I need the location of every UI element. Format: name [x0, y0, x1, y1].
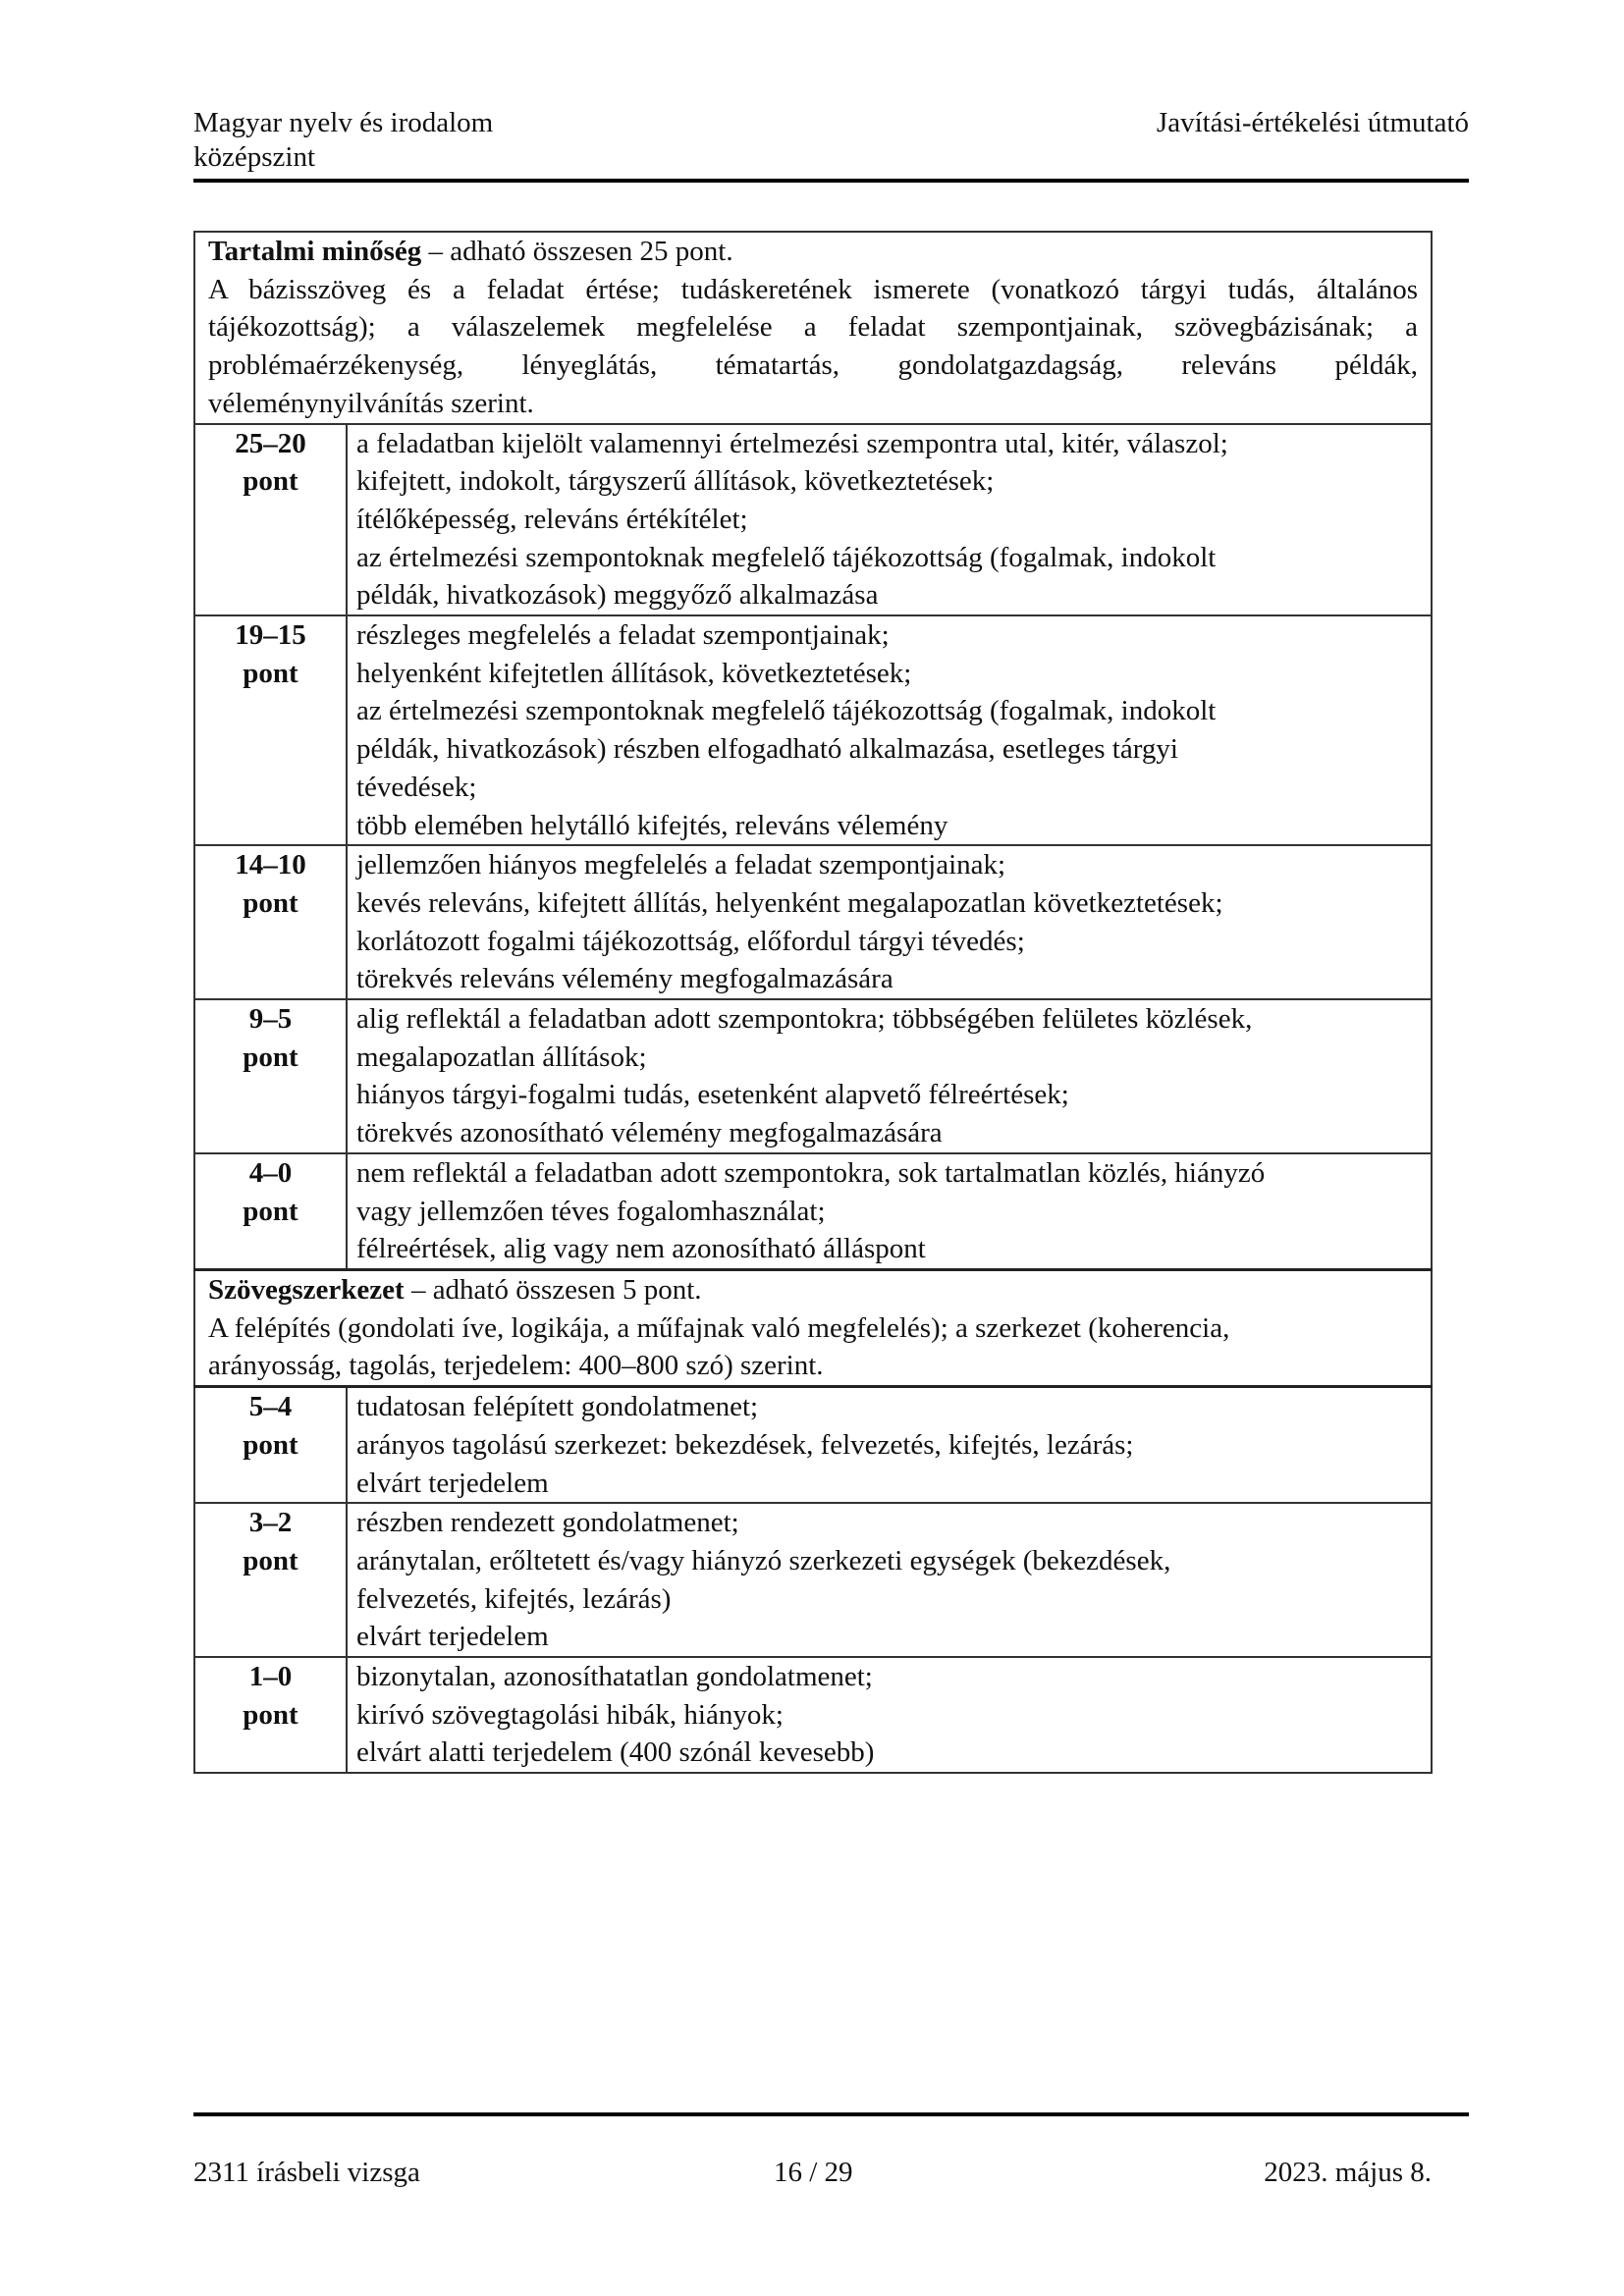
criteria-line: ítélőképesség, releváns értékítélet; — [356, 503, 748, 535]
score-range: 5–4 — [248, 1391, 293, 1423]
score-band-row — [194, 1387, 1432, 1504]
score-unit: pont — [243, 657, 298, 689]
score-unit: pont — [243, 465, 298, 498]
criteria-line: helyenként kifejtetlen állítások, következtetések; — [356, 657, 912, 689]
criteria-line: vagy jellemzően téves fogalomhasználat; — [356, 1195, 826, 1227]
score-band-criteria — [347, 1153, 1432, 1270]
criteria-line: részleges megfelelés a feladat szempontjainak; — [356, 619, 890, 652]
content-section-desc-line: problémaérzékenység, lényeglátás, tématartás, gondolatgazdagság, releváns példák, — [208, 349, 1418, 382]
score-unit: pont — [243, 1195, 298, 1227]
score-band-row — [194, 1657, 1432, 1773]
score-band-criteria — [347, 615, 1432, 845]
score-band-criteria — [347, 1503, 1432, 1657]
criteria-line: kifejtett, indokolt, tárgyszerű állítások, következtetések; — [356, 465, 995, 498]
content-section-points: – adható összesen 25 pont. — [421, 236, 733, 267]
footer-date: 2023. május 8. — [1264, 2157, 1432, 2188]
assessment-rubric-table — [193, 231, 1433, 1774]
score-band-criteria — [347, 1657, 1432, 1773]
criteria-line: alig reflektál a feladatban adott szempontokra; többségében felületes közlések, — [356, 1003, 1253, 1036]
criteria-line: részben rendezett gondolatmenet; — [356, 1507, 739, 1539]
criteria-line: megalapozatlan állítások; — [356, 1041, 647, 1073]
score-range: 4–0 — [248, 1156, 293, 1189]
structure-section-heading — [194, 1269, 1432, 1386]
score-band-row — [194, 845, 1432, 999]
score-band-label — [194, 615, 347, 845]
criteria-line: tévedések; — [356, 771, 477, 803]
criteria-line: nem reflektál a feladatban adott szempontokra, sok tartalmatlan közlés, hiányzó — [356, 1156, 1266, 1189]
score-band-label — [194, 424, 347, 616]
score-band-label — [194, 1657, 347, 1773]
criteria-line: példák, hivatkozások) részben elfogadható alkalmazása, esetleges tárgyi — [356, 733, 1178, 766]
content-section-desc-line: tájékozottság); a válaszelemek megfelelése a feladat szempontjainak, szövegbázisának; a — [208, 311, 1418, 344]
criteria-line: az értelmezési szempontoknak megfelelő tájékozottság (fogalmak, indokolt — [356, 541, 1217, 573]
structure-section-desc-line: arányosság, tagolás, terjedelem: 400–800 szó) szerint. — [208, 1350, 824, 1382]
score-band-criteria — [347, 1387, 1432, 1504]
criteria-line: hiányos tárgyi-fogalmi tudás, esetenként alapvető félreértések; — [356, 1079, 1069, 1111]
structure-section-desc-line: A felépítés (gondolati íve, logikája, a műfajnak való megfelelés); a szerkezet (koherencia, — [208, 1311, 1230, 1344]
content-section-desc-line: A bázisszöveg és a feladat értése; tudáskeretének ismerete (vonatkozó tárgyi tudás, általános — [208, 273, 1418, 305]
header-level: középszint — [193, 141, 316, 173]
score-band-label — [194, 1503, 347, 1657]
score-unit: pont — [243, 886, 298, 919]
score-unit: pont — [243, 1698, 298, 1731]
criteria-line: törekvés releváns vélemény megfogalmazására — [356, 963, 893, 995]
criteria-line: korlátozott fogalmi tájékozottság, előfordul tárgyi tévedés; — [356, 925, 1025, 957]
score-band-row — [194, 424, 1432, 616]
criteria-line: törekvés azonosítható vélemény megfogalmazására — [356, 1117, 943, 1149]
score-band-row — [194, 999, 1432, 1153]
criteria-line: jellemzően hiányos megfelelés a feladat szempontjainak; — [356, 849, 1006, 881]
header-divider — [193, 179, 1469, 183]
score-band-row — [194, 615, 1432, 845]
structure-section-points: – adható összesen 5 pont. — [404, 1273, 702, 1306]
criteria-line: a feladatban kijelölt valamennyi értelmezési szempontra utal, kitér, válaszol; — [356, 427, 1228, 459]
score-band-criteria — [347, 999, 1432, 1153]
score-range: 1–0 — [248, 1661, 293, 1693]
footer-divider — [193, 2112, 1469, 2116]
content-section-title-line — [208, 233, 1418, 271]
score-unit: pont — [243, 1544, 298, 1576]
score-band-criteria — [347, 845, 1432, 999]
score-unit: pont — [243, 1428, 298, 1461]
score-band-label — [194, 1387, 347, 1504]
criteria-line: kirívó szövegtagolási hibák, hiányok; — [356, 1698, 784, 1731]
content-section-heading — [194, 232, 1432, 424]
criteria-line: arányos tagolású szerkezet: bekezdések, felvezetés, kifejtés, lezárás; — [356, 1428, 1134, 1461]
structure-section-heading-row — [194, 1269, 1432, 1386]
header-subject: Magyar nyelv és irodalom — [193, 107, 494, 138]
criteria-line: aránytalan, erőltetett és/vagy hiányzó szerkezeti egységek (bekezdések, — [356, 1544, 1171, 1576]
header-left — [193, 106, 493, 175]
score-unit: pont — [243, 1041, 298, 1073]
content-section-title: Tartalmi minőség — [208, 236, 422, 267]
footer-page-number: 16 / 29 — [774, 2157, 853, 2188]
criteria-line: több elemében helytálló kifejtés, releváns vélemény — [356, 809, 948, 841]
criteria-line: példák, hivatkozások) meggyőző alkalmazása — [356, 579, 879, 612]
score-band-label — [194, 999, 347, 1153]
criteria-line: kevés releváns, kifejtett állítás, helyenként megalapozatlan következtetések; — [356, 886, 1223, 919]
score-range: 25–20 — [235, 427, 306, 459]
score-range: 19–15 — [235, 619, 306, 652]
page-footer — [193, 2156, 1432, 2190]
structure-section-title-line — [208, 1271, 1418, 1309]
criteria-line: bizonytalan, azonosíthatatlan gondolatmenet; — [356, 1661, 873, 1693]
criteria-line: tudatosan felépített gondolatmenet; — [356, 1391, 759, 1423]
score-band-label — [194, 1153, 347, 1270]
criteria-line: elvárt terjedelem — [356, 1621, 549, 1653]
score-band-row — [194, 1153, 1432, 1270]
content-section-heading-row — [194, 232, 1432, 424]
score-band-criteria — [347, 424, 1432, 616]
score-range: 9–5 — [248, 1003, 293, 1036]
criteria-line: félreértések, alig vagy nem azonosítható álláspont — [356, 1233, 926, 1265]
score-band-label — [194, 845, 347, 999]
header-doc-type: Javítási-értékelési útmutató — [1156, 107, 1469, 138]
structure-section-title: Szövegszerkezet — [208, 1273, 405, 1306]
criteria-line: felvezetés, kifejtés, lezárás) — [356, 1582, 672, 1615]
score-band-row — [194, 1503, 1432, 1657]
criteria-line: elvárt terjedelem — [356, 1467, 549, 1499]
criteria-line: az értelmezési szempontoknak megfelelő tájékozottság (fogalmak, indokolt — [356, 695, 1217, 727]
score-range: 14–10 — [235, 849, 306, 881]
criteria-line: elvárt alatti terjedelem (400 szónál kevesebb) — [356, 1736, 875, 1769]
score-range: 3–2 — [248, 1507, 293, 1539]
footer-exam-id: 2311 írásbeli vizsga — [193, 2157, 420, 2188]
content-section-desc-line: véleménynyilvánítás szerint. — [208, 387, 534, 419]
